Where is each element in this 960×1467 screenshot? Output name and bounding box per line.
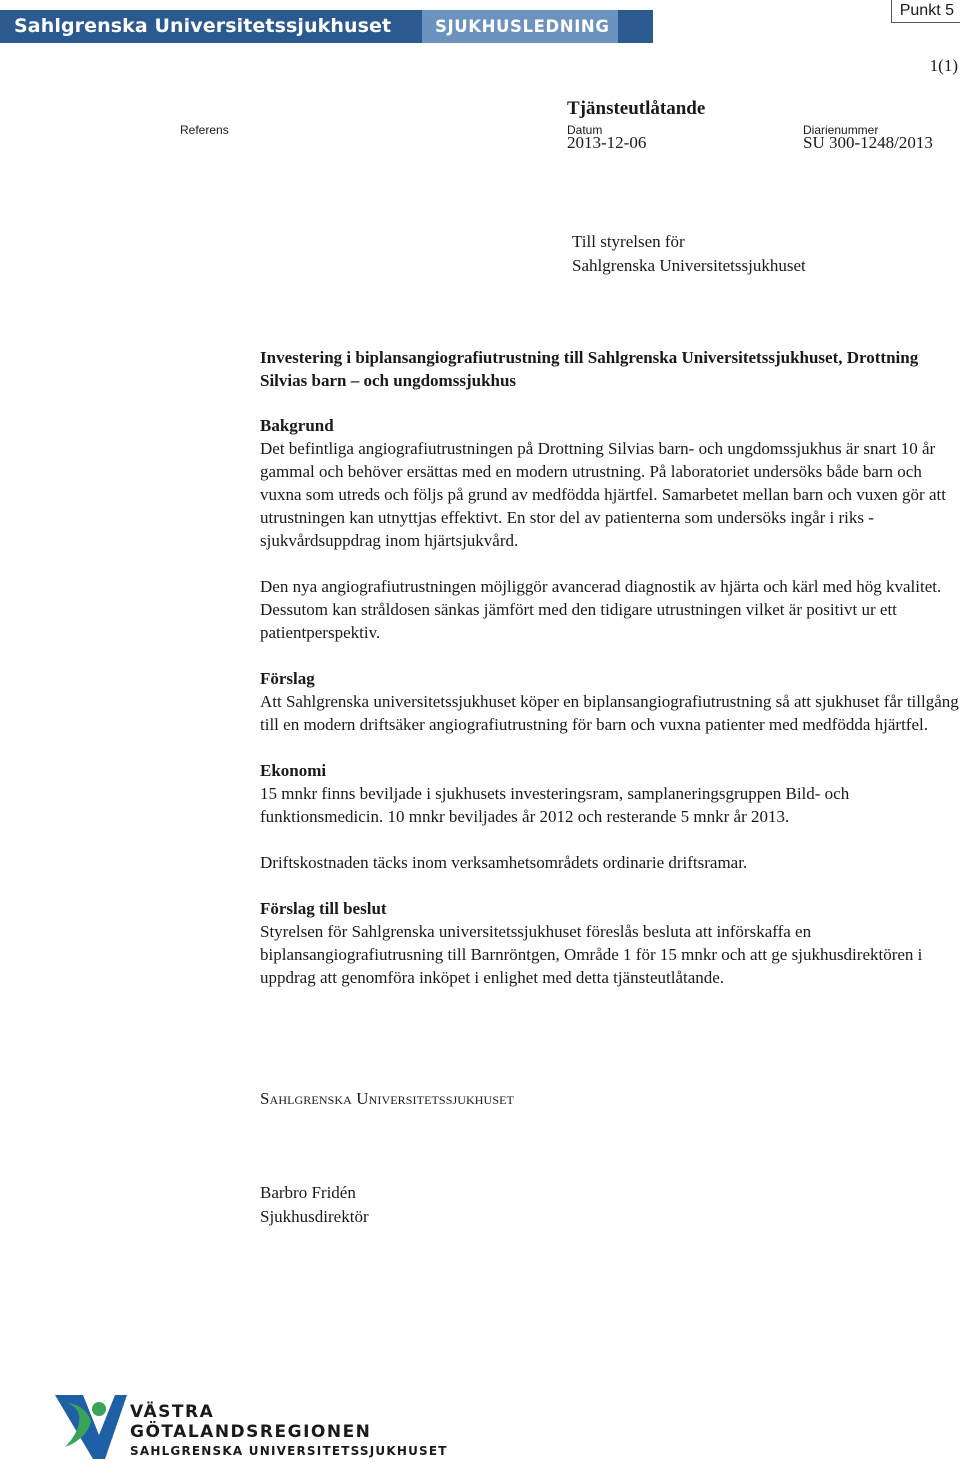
signature-block [260, 1181, 369, 1229]
header-banner [0, 10, 653, 43]
footer-logo-text [130, 1403, 448, 1459]
diarienummer-value: SU 300-1248/2013 [803, 133, 933, 152]
organization-name: Sahlgrenska Universitetssjukhuset [0, 10, 422, 43]
addressee-line-1: Till styrelsen för [572, 232, 685, 251]
agenda-item-label: Punkt 5 [891, 0, 960, 23]
section-heading-forslag: Förslag [260, 669, 315, 688]
ekonomi-paragraph-2: Driftskostnaden täcks inom verksamhetsområdets ordinarie driftsramar. [260, 853, 748, 872]
logo-line-2: GÖTALANDSREGIONEN [130, 1422, 372, 1442]
ekonomi-paragraph-1: 15 mnkr finns beviljade i sjukhusets investeringsram, samplaneringsgruppen Bild- och funktionsmedicin. 10 mnkr beviljades år 2012 och resterande 5 mnkr år 2013. [260, 784, 850, 826]
signer-role: Sjukhusdirektör [260, 1207, 369, 1226]
addressee [572, 230, 806, 278]
section-heading-bakgrund: Bakgrund [260, 416, 334, 435]
logo-line-1: VÄSTRA [130, 1402, 215, 1422]
document-body [260, 346, 960, 989]
forslag-paragraph-1: Att Sahlgrenska universitetssjukhuset köper en biplansangiografiutrustning så att sjukhuset får tillgång till en modern driftsäker angiografiutrustning för barn och vuxna patienter med medfödda hjärtfel. [260, 692, 959, 734]
diarienummer-label: Diarienummer [803, 123, 879, 137]
section-heading-ekonomi: Ekonomi [260, 761, 327, 780]
banner-accent-block [618, 10, 653, 43]
signer-name: Barbro Fridén [260, 1183, 356, 1202]
document-type: Tjänsteutlåtande [567, 98, 706, 119]
department-name: SJUKHUSLEDNING [422, 10, 618, 43]
datum-label: Datum [567, 123, 603, 137]
beslut-paragraph-1: Styrelsen för Sahlgrenska universitetssjukhuset föreslås besluta att införskaffa en biplansangiografiutrusning till Barnröntgen, Område 1 för 15 mnkr och att ge sjukhusdirektören i uppdrag att genomföra inköpet i enlighet med detta tjänsteutlåtande. [260, 922, 923, 987]
addressee-line-2: Sahlgrenska Universitetssjukhuset [572, 256, 806, 275]
page-number: 1(1) [929, 56, 958, 75]
referens-label: Referens [180, 123, 229, 137]
document-title: Investering i biplansangiografiutrustning till Sahlgrenska Universitetssjukhuset, Drottning Silvias barn – och ungdomssjukhus [260, 348, 919, 390]
signature-organization: Sahlgrenska Universitetssjukhuset [260, 1089, 514, 1108]
bakgrund-paragraph-2: Den nya angiografiutrustningen möjliggör avancerad diagnostik av hjärta och kärl med hög kvalitet. Dessutom kan stråldosen sänkas jämfört med den tidigare utrustningen vilket är positivt ur ett patientperspektiv. [260, 577, 942, 642]
logo-line-3: SAHLGRENSKA UNIVERSITETSSJUKHUSET [130, 1444, 448, 1458]
section-heading-beslut: Förslag till beslut [260, 899, 387, 918]
datum-value: 2013-12-06 [567, 133, 647, 152]
bakgrund-paragraph-1: Det befintliga angiografiutrustningen på Drottning Silvias barn- och ungdomssjukhus är snart 10 år gammal och behöver ersättas med en modern utrustning. På laboratoriet undersöks både barn och vuxna som utreds och följs på grund av medfödda hjärtfel. Samarbetet mellan barn och vuxen gör att utrustningen kan utnyttjas effektivt. En stor del av patienterna som undersöks ingår i riks - sjukvårdsuppdrag inom hjärtsjukvård. [260, 439, 946, 550]
vgr-logo-icon [55, 1393, 127, 1463]
